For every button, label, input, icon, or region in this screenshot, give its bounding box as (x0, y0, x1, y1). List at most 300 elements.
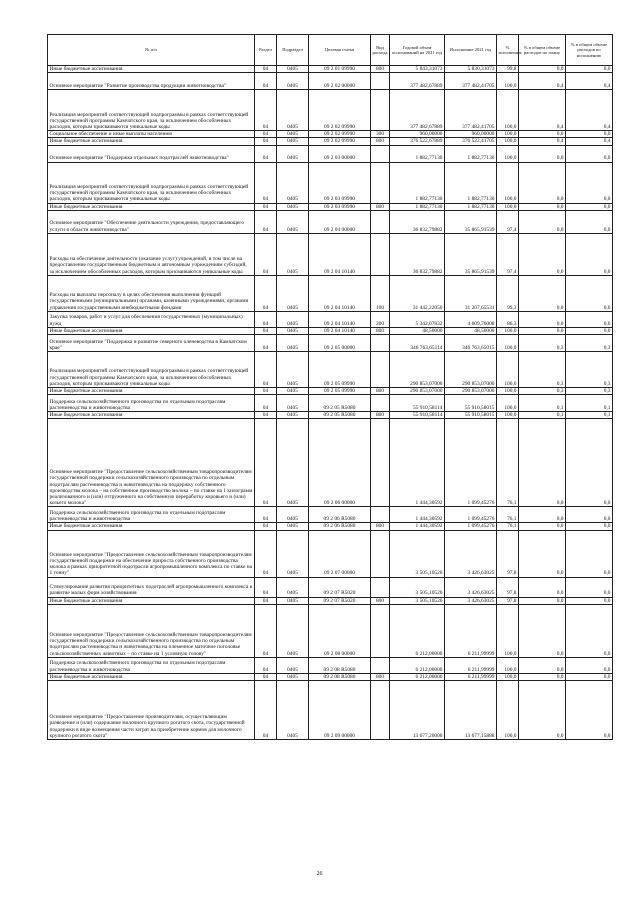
row-annual-volume: 48,50000 (390, 327, 445, 334)
row-section: 04 (255, 131, 277, 138)
row-percent-execution: 100,0 (497, 352, 519, 388)
row-share-plan: 0,0 (519, 131, 566, 138)
row-execution: 55 910,58015 (445, 412, 497, 419)
row-section: 04 (255, 395, 277, 412)
row-expense-type: 800 (371, 673, 390, 680)
row-subsection: 0405 (277, 90, 309, 131)
row-expense-type (371, 507, 390, 523)
table-row (48, 73, 613, 90)
row-annual-volume: 1 882,77130 (390, 203, 445, 210)
row-subsection: 0405 (277, 203, 309, 210)
row-name: Иные бюджетные ассигнования (48, 66, 255, 73)
row-section: 04 (255, 311, 277, 327)
row-name: Реализация мероприятий соответствующей подпрограммы в рамках соответствующей государственной программы Камчатского края, за исключением обособленных расходов, которым присваиваются уникальные коды (48, 162, 255, 203)
row-section: 04 (255, 352, 277, 388)
row-annual-volume: 31 442,22050 (390, 275, 445, 311)
row-execution: 346 763,65015 (445, 335, 497, 352)
row-section: 04 (255, 73, 277, 90)
row-target-article: 09 2 02 00000 (309, 73, 371, 90)
row-name: Иные бюджетные ассигнования (48, 138, 255, 145)
row-share-execution: 0,1 (566, 412, 613, 419)
row-share-plan: 0,0 (519, 162, 566, 203)
row-target-article: 09 2 09 00000 (309, 681, 371, 740)
row-share-execution: 0,0 (566, 233, 613, 275)
row-name: Основное мероприятие "Поддержка и развитие северного оленеводства в Камчатском крае" (48, 335, 255, 352)
row-annual-volume: 36 832,79882 (390, 233, 445, 275)
table-row (48, 577, 613, 597)
row-subsection: 0405 (277, 657, 309, 673)
row-execution: 290 853,07000 (445, 388, 497, 395)
row-annual-volume: 3 505,10526 (390, 530, 445, 577)
row-execution: 31 207,65531 (445, 275, 497, 311)
row-annual-volume: 3 505,10526 (390, 577, 445, 597)
row-execution: 6 211,99999 (445, 673, 497, 680)
row-share-plan: 0,0 (519, 210, 566, 233)
row-share-plan: 0,0 (519, 327, 566, 334)
row-name: Поддержка сельскохозяйственного производства по отдельным подотраслям растениеводства и животноводства (48, 395, 255, 412)
table-row (48, 604, 613, 657)
row-expense-type (371, 162, 390, 203)
table-row (48, 597, 613, 604)
row-annual-volume: 6 212,00000 (390, 673, 445, 680)
table-row (48, 507, 613, 523)
row-expense-type (371, 657, 390, 673)
row-share-execution: 0,0 (566, 681, 613, 740)
row-target-article: 09 2 02 09990 (309, 90, 371, 131)
row-name: Основное мероприятие "Предоставление сельскохозяйственным товаропроизводителям государственной поддержки сельскохозяйственного производства по отдельным подотраслям растениеводства и животноводства на поддержку собственного производства молока – на собственное производство молока – по ставке на 1 килограмм реализованного и (или) отгруженного на собственную переработку коровьего и (или) козьего молока" (48, 419, 255, 507)
row-name: Социальное обеспечение и иные выплаты населению (48, 131, 255, 138)
row-share-execution: 0,3 (566, 352, 613, 388)
row-annual-volume: 1 444,30592 (390, 419, 445, 507)
row-execution: 5 830,31073 (445, 66, 497, 73)
row-section: 04 (255, 388, 277, 395)
row-expense-type (371, 577, 390, 597)
row-execution: 377 482,41705 (445, 73, 497, 90)
row-annual-volume: 1 444,30592 (390, 523, 445, 530)
row-execution: 6 211,99999 (445, 657, 497, 673)
row-percent-execution: 100,0 (497, 335, 519, 352)
table-row (48, 275, 613, 311)
row-share-plan: 0,4 (519, 138, 566, 145)
row-target-article: 09 2 05 R5080 (309, 412, 371, 419)
row-expense-type (371, 604, 390, 657)
row-annual-volume: 1 444,30592 (390, 507, 445, 523)
row-share-execution: 0,3 (566, 388, 613, 395)
table-row (48, 530, 613, 577)
row-target-article: 09 2 08 R5080 (309, 657, 371, 673)
row-target-article: 09 2 06 00000 (309, 419, 371, 507)
table-row (48, 395, 613, 412)
table-body (48, 66, 613, 740)
row-share-plan: 0,0 (519, 523, 566, 530)
row-share-plan: 0,0 (519, 507, 566, 523)
row-subsection: 0405 (277, 395, 309, 412)
budget-table (47, 34, 613, 740)
row-execution: 1 882,77130 (445, 145, 497, 162)
header-annual-volume: Годовой объем ассигнований на 2021 год (390, 35, 445, 66)
row-section: 04 (255, 203, 277, 210)
table-row (48, 327, 613, 334)
row-target-article: 09 2 08 00000 (309, 604, 371, 657)
row-expense-type: 100 (371, 275, 390, 311)
row-annual-volume: 377 482,67889 (390, 73, 445, 90)
header-execution: Исполнение 2021 год (445, 35, 497, 66)
row-share-plan: 0,0 (519, 577, 566, 597)
table-row (48, 138, 613, 145)
table-header-row (48, 35, 613, 66)
row-target-article: 09 2 06 R5080 (309, 507, 371, 523)
row-share-execution: 0,0 (566, 203, 613, 210)
row-share-execution: 0,0 (566, 145, 613, 162)
row-execution: 1 882,77130 (445, 203, 497, 210)
row-share-execution: 0,0 (566, 162, 613, 203)
row-name: Реализация мероприятий соответствующей подпрограммы в рамках соответствующей государственной программы Камчатского края, за исключением обособленных расходов, которым присваиваются уникальные коды (48, 90, 255, 131)
row-share-plan: 0,0 (519, 419, 566, 507)
row-share-execution: 0,0 (566, 673, 613, 680)
row-target-article: 09 2 05 00000 (309, 335, 371, 352)
row-subsection: 0405 (277, 335, 309, 352)
row-annual-volume: 346 763,65114 (390, 335, 445, 352)
row-share-execution: 0,0 (566, 530, 613, 577)
row-section: 04 (255, 327, 277, 334)
row-expense-type: 800 (371, 138, 390, 145)
row-annual-volume: 1 882,77130 (390, 162, 445, 203)
row-share-plan: 0,0 (519, 311, 566, 327)
row-percent-execution: 100,0 (497, 203, 519, 210)
row-section: 04 (255, 145, 277, 162)
row-share-execution: 0,0 (566, 577, 613, 597)
row-share-plan: 0,1 (519, 395, 566, 412)
row-share-plan: 0,4 (519, 73, 566, 90)
header-section: Раздел (255, 35, 277, 66)
row-execution: 6 211,99999 (445, 604, 497, 657)
table-row (48, 90, 613, 131)
row-expense-type: 800 (371, 597, 390, 604)
row-share-plan: 0,0 (519, 604, 566, 657)
row-subsection: 0405 (277, 73, 309, 90)
row-subsection: 0405 (277, 131, 309, 138)
row-expense-type (371, 145, 390, 162)
row-name: Иные бюджетные ассигнования (48, 597, 255, 604)
row-percent-execution: 97,4 (497, 210, 519, 233)
table-row (48, 388, 613, 395)
row-percent-execution: 100,0 (497, 395, 519, 412)
row-section: 04 (255, 210, 277, 233)
row-share-execution: 0,4 (566, 73, 613, 90)
row-section: 04 (255, 138, 277, 145)
row-percent-execution: 97,8 (497, 530, 519, 577)
row-expense-type (371, 352, 390, 388)
row-execution: 377 482,41705 (445, 90, 497, 131)
row-subsection: 0405 (277, 210, 309, 233)
table-row (48, 203, 613, 210)
table-row (48, 311, 613, 327)
row-execution: 13 677,15888 (445, 681, 497, 740)
row-expense-type (371, 335, 390, 352)
row-execution: 3 426,63025 (445, 597, 497, 604)
row-subsection: 0405 (277, 604, 309, 657)
row-execution: 376 522,41705 (445, 138, 497, 145)
row-expense-type (371, 530, 390, 577)
row-percent-execution: 100,0 (497, 90, 519, 131)
row-target-article: 09 2 01 09990 (309, 66, 371, 73)
row-percent-execution: 100,0 (497, 162, 519, 203)
row-share-execution: 0,0 (566, 210, 613, 233)
row-name: Закупка товаров, работ и услуг для обеспечения государственных (муниципальных) нужд (48, 311, 255, 327)
row-annual-volume: 377 482,67889 (390, 90, 445, 131)
row-expense-type: 200 (371, 311, 390, 327)
row-annual-volume: 13 677,20000 (390, 681, 445, 740)
header-subsection: Подраздел (277, 35, 309, 66)
row-subsection: 0405 (277, 145, 309, 162)
row-name: Иные бюджетные ассигнования (48, 523, 255, 530)
row-name: Поддержка сельскохозяйственного производства по отдельным подотраслям растениеводства и животноводства (48, 657, 255, 673)
row-name: Реализация мероприятий соответствующей подпрограммы в рамках соответствующей государственной программы Камчатского края, за исключением обособленных расходов, которым присваиваются уникальные коды (48, 352, 255, 388)
row-section: 04 (255, 419, 277, 507)
row-target-article: 09 2 07 R5020 (309, 577, 371, 597)
row-subsection: 0405 (277, 530, 309, 577)
row-name: Поддержка сельскохозяйственного производства по отдельным подотраслям растениеводства и животноводства (48, 507, 255, 523)
row-expense-type (371, 419, 390, 507)
row-share-execution: 0,3 (566, 335, 613, 352)
row-share-plan: 0,0 (519, 530, 566, 577)
row-subsection: 0405 (277, 327, 309, 334)
row-share-execution: 0,0 (566, 507, 613, 523)
row-share-execution: 0,0 (566, 604, 613, 657)
row-target-article: 09 2 02 09990 (309, 131, 371, 138)
row-name: Стимулирование развития приоритетных подотраслей агропромышленного комплекса и развитие малых форм хозяйствования (48, 577, 255, 597)
row-execution: 4 609,76008 (445, 311, 497, 327)
row-subsection: 0405 (277, 275, 309, 311)
row-share-plan: 0,0 (519, 673, 566, 680)
row-share-execution: 0,0 (566, 597, 613, 604)
row-expense-type (371, 210, 390, 233)
row-annual-volume: 376 522,67889 (390, 138, 445, 145)
row-percent-execution: 76,1 (497, 523, 519, 530)
row-expense-type (371, 73, 390, 90)
row-section: 04 (255, 657, 277, 673)
row-subsection: 0405 (277, 419, 309, 507)
row-subsection: 0405 (277, 311, 309, 327)
row-name: Иные бюджетные ассигнования (48, 412, 255, 419)
row-expense-type: 300 (371, 131, 390, 138)
row-name: Расходы на обеспечение деятельности (оказание услуг) учреждений, в том числе на предоставление государственным бюджетным и автономным учреждениям субсидий, за исключением обособленных расходов, которым присваиваются уникальные коды (48, 233, 255, 275)
row-expense-type: 800 (371, 523, 390, 530)
row-target-article: 09 2 07 00000 (309, 530, 371, 577)
row-section: 04 (255, 530, 277, 577)
table-row (48, 412, 613, 419)
row-share-execution: 0,0 (566, 275, 613, 311)
row-expense-type: 800 (371, 66, 390, 73)
table-row (48, 352, 613, 388)
row-percent-execution: 99,3 (497, 275, 519, 311)
row-section: 04 (255, 577, 277, 597)
table-row (48, 145, 613, 162)
row-subsection: 0405 (277, 577, 309, 597)
row-execution: 1 099,45276 (445, 507, 497, 523)
row-percent-execution: 97,8 (497, 597, 519, 604)
row-section: 04 (255, 681, 277, 740)
row-share-plan: 0,4 (519, 90, 566, 131)
header-name: № п/п (48, 35, 255, 66)
row-execution: 35 865,91539 (445, 233, 497, 275)
row-share-execution: 0,0 (566, 657, 613, 673)
row-target-article: 09 2 04 00000 (309, 210, 371, 233)
row-annual-volume: 55 910,58114 (390, 395, 445, 412)
row-annual-volume: 5 843,31073 (390, 66, 445, 73)
row-percent-execution: 100,0 (497, 73, 519, 90)
row-target-article: 09 2 02 09990 (309, 138, 371, 145)
row-percent-execution: 100,0 (497, 388, 519, 395)
row-section: 04 (255, 604, 277, 657)
row-expense-type (371, 233, 390, 275)
row-name: Иные бюджетные ассигнования (48, 388, 255, 395)
row-annual-volume: 36 832,79882 (390, 210, 445, 233)
row-name: Расходы на выплаты персоналу в целях обеспечения выполнения функций государственными (муниципальными) органами, казенными учреждениями, органами управления государственными внебюджетными фондами (48, 275, 255, 311)
row-target-article: 09 2 04 10140 (309, 327, 371, 334)
row-name: Основное мероприятие "Предоставление производителям, осуществляющим разведение и (или) содержание молочного крупного рогатого скота, государственной поддержки в виде возмещения части затрат на приобретение кормов для молочного крупного рогатого скота" (48, 681, 255, 740)
row-target-article: 09 2 04 10140 (309, 233, 371, 275)
row-section: 04 (255, 597, 277, 604)
row-section: 04 (255, 412, 277, 419)
table-row (48, 210, 613, 233)
row-annual-volume: 290 853,07000 (390, 352, 445, 388)
row-share-plan: 0,0 (519, 681, 566, 740)
header-percent-execution: % исполнения (497, 35, 519, 66)
row-share-execution: 0,0 (566, 523, 613, 530)
row-section: 04 (255, 233, 277, 275)
row-percent-execution: 76,1 (497, 419, 519, 507)
header-share-execution: % в общем объеме расходов по исполнению (566, 35, 613, 66)
row-share-plan: 0,1 (519, 412, 566, 419)
row-target-article: 09 2 05 09990 (309, 388, 371, 395)
row-share-execution: 0,0 (566, 66, 613, 73)
row-annual-volume: 290 853,07000 (390, 388, 445, 395)
row-share-plan: 0,0 (519, 233, 566, 275)
row-annual-volume: 960,00000 (390, 131, 445, 138)
row-percent-execution: 99,8 (497, 66, 519, 73)
table-row (48, 233, 613, 275)
row-percent-execution: 100,0 (497, 681, 519, 740)
row-target-article: 09 2 06 R5080 (309, 523, 371, 530)
row-target-article: 09 2 03 09990 (309, 162, 371, 203)
row-target-article: 09 2 07 R5020 (309, 597, 371, 604)
row-share-execution: 0,0 (566, 327, 613, 334)
row-expense-type: 800 (371, 388, 390, 395)
row-percent-execution: 100,0 (497, 604, 519, 657)
row-section: 04 (255, 162, 277, 203)
row-share-execution: 0,4 (566, 90, 613, 131)
row-subsection: 0405 (277, 233, 309, 275)
row-name: Иные бюджетные ассигнования (48, 203, 255, 210)
row-execution: 1 099,45276 (445, 523, 497, 530)
row-percent-execution: 97,4 (497, 233, 519, 275)
row-share-execution: 0,1 (566, 395, 613, 412)
row-expense-type (371, 395, 390, 412)
row-execution: 55 910,58015 (445, 395, 497, 412)
table-row (48, 673, 613, 680)
row-share-execution: 0,0 (566, 419, 613, 507)
row-percent-execution: 100,0 (497, 673, 519, 680)
row-percent-execution: 97,8 (497, 577, 519, 597)
row-share-execution: 0,0 (566, 131, 613, 138)
row-percent-execution: 100,0 (497, 657, 519, 673)
row-target-article: 09 2 03 00000 (309, 145, 371, 162)
row-annual-volume: 5 342,07832 (390, 311, 445, 327)
row-execution: 1 882,77130 (445, 162, 497, 203)
table-row (48, 419, 613, 507)
row-annual-volume: 1 882,77130 (390, 145, 445, 162)
row-execution: 48,50000 (445, 327, 497, 334)
row-share-plan: 0,3 (519, 335, 566, 352)
row-percent-execution: 100,0 (497, 327, 519, 334)
row-share-plan: 0,0 (519, 145, 566, 162)
row-subsection: 0405 (277, 412, 309, 419)
header-expense-type: Вид расхода (371, 35, 390, 66)
row-expense-type: 800 (371, 412, 390, 419)
row-subsection: 0405 (277, 388, 309, 395)
row-share-plan: 0,0 (519, 66, 566, 73)
table-row (48, 131, 613, 138)
row-subsection: 0405 (277, 66, 309, 73)
row-expense-type: 800 (371, 327, 390, 334)
row-percent-execution: 100,0 (497, 131, 519, 138)
row-percent-execution: 100,0 (497, 145, 519, 162)
row-name: Основное мероприятие "Предоставление сельскохозяйственным товаропроизводителям государственной поддержки сельскохозяйственного производства по отдельным подотраслям растениеводства и животноводства на племенное маточное поголовье сельскохозяйственных животных – по ставке на 1 условную голову" (48, 604, 255, 657)
row-section: 04 (255, 66, 277, 73)
page-number: 26 (316, 871, 323, 877)
header-target-article: Целевая статья (309, 35, 371, 66)
row-share-execution: 0,0 (566, 311, 613, 327)
row-name: Основное мероприятие "Обеспечение деятельности учреждения, предоставляющего услуги в области животноводства" (48, 210, 255, 233)
row-share-plan: 0,0 (519, 275, 566, 311)
row-percent-execution: 100,0 (497, 412, 519, 419)
row-execution: 1 099,45276 (445, 419, 497, 507)
row-subsection: 0405 (277, 597, 309, 604)
row-target-article: 09 2 04 10140 (309, 275, 371, 311)
row-expense-type: 800 (371, 203, 390, 210)
row-target-article: 09 2 05 R5080 (309, 395, 371, 412)
row-annual-volume: 6 212,00000 (390, 604, 445, 657)
row-percent-execution: 76,1 (497, 507, 519, 523)
table-row (48, 66, 613, 73)
row-name: Основное мероприятие "Развитие производства продукции животноводства" (48, 73, 255, 90)
row-share-plan: 0,0 (519, 597, 566, 604)
row-subsection: 0405 (277, 673, 309, 680)
row-name: Иные бюджетные ассигнования (48, 673, 255, 680)
row-name: Иные бюджетные ассигнования (48, 327, 255, 334)
row-section: 04 (255, 90, 277, 131)
row-execution: 3 426,63025 (445, 577, 497, 597)
row-target-article: 09 2 05 09990 (309, 352, 371, 388)
row-percent-execution: 100,0 (497, 138, 519, 145)
row-section: 04 (255, 275, 277, 311)
row-execution: 290 853,07000 (445, 352, 497, 388)
table-row (48, 681, 613, 740)
row-subsection: 0405 (277, 507, 309, 523)
row-name: Основное мероприятие "Предоставление сельскохозяйственным товаропроизводителям государственной поддержки на обеспечение прироста собственного производства молока в рамках приоритетной подотрасли агропромышленного комплекса по ставке на 1 тонну" (48, 530, 255, 577)
table-row (48, 335, 613, 352)
table-row (48, 162, 613, 203)
row-execution: 3 426,63025 (445, 530, 497, 577)
header-share-plan: % в общем объеме расходов по плану (519, 35, 566, 66)
row-section: 04 (255, 673, 277, 680)
row-subsection: 0405 (277, 162, 309, 203)
row-target-article: 09 2 08 R5080 (309, 673, 371, 680)
row-execution: 35 865,91539 (445, 210, 497, 233)
row-share-plan: 0,0 (519, 203, 566, 210)
row-annual-volume: 6 212,00000 (390, 657, 445, 673)
